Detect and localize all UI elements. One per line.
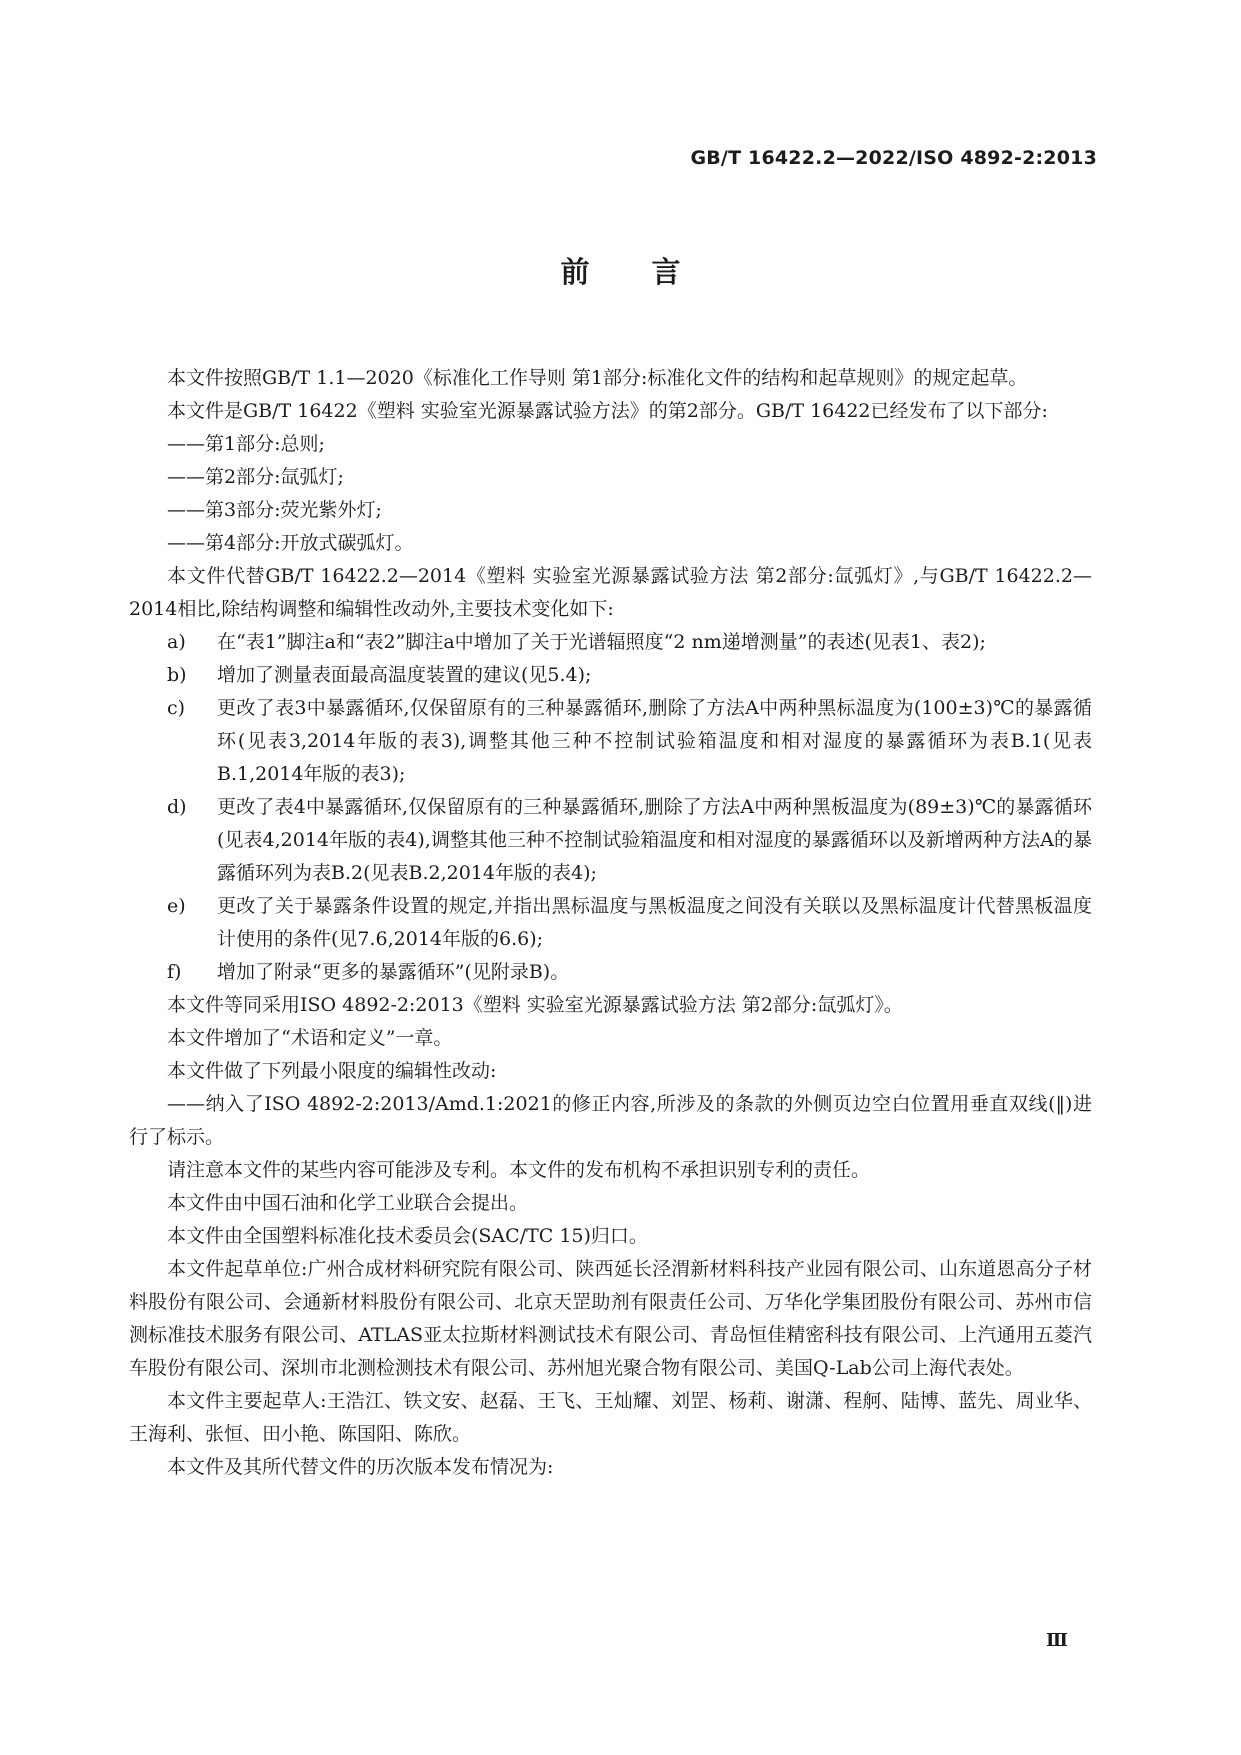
paragraph-committee: 本文件由全国塑料标准化技术委员会(SAC/TC 15)归口。 bbox=[167, 1225, 648, 1247]
change-item-text: 增加了附录“更多的暴露循环”(见附录B)。 bbox=[217, 961, 570, 983]
change-item-text: 更改了表4中暴露循环,仅保留原有的三种暴露循环,删除了方法A中两种黑板温度为(89±3)℃的暴露循环(见表4,2014年版的表4),调整其他三种不控制试验箱温度和相对湿度的暴露循环以及新增两种方法A的暴露循环列为表B.2(见表B.2,2014年版的表4); bbox=[217, 796, 1092, 884]
change-item-text: 在“表1”脚注a和“表2”脚注a中增加了关于光谱辐照度“2 nm递增测量”的表述(见表1、表2); bbox=[217, 631, 986, 653]
list-item-part-3: ——第3部分:荧光紫外灯; bbox=[167, 499, 382, 521]
change-item-f bbox=[129, 956, 1092, 989]
change-item-marker: a) bbox=[167, 631, 186, 653]
paragraph-version-history: 本文件及其所代替文件的历次版本发布情况为: bbox=[167, 1456, 554, 1478]
list-item-part-2: ——第2部分:氙弧灯; bbox=[167, 466, 344, 488]
change-item-marker: f) bbox=[167, 961, 182, 983]
paragraph-editorial-changes: 本文件做了下列最小限度的编辑性改动: bbox=[167, 1060, 497, 1082]
paragraph-drafting-units: 本文件起草单位:广州合成材料研究院有限公司、陕西延长泾渭新材料科技产业园有限公司、山东道恩高分子材料股份有限公司、会通新材料股份有限公司、北京天罡助剂有限责任公司、万华化学集团股份有限公司、苏州市信测标准技术服务有限公司、ATLAS亚太拉斯材料测试技术有限公司、青岛恒佳精密科技有限公司、上汽通用五菱汽车股份有限公司、深圳市北测检测技术有限公司、苏州旭光聚合物有限公司、美国Q-Lab公司上海代表处。 bbox=[129, 1258, 1092, 1379]
change-item-text: 更改了表3中暴露循环,仅保留原有的三种暴露循环,删除了方法A中两种黑标温度为(100±3)℃的暴露循环(见表3,2014年版的表3),调整其他三种不控制试验箱温度和相对湿度的暴露循环为表B.1(见表B.1,2014年版的表3); bbox=[217, 697, 1092, 785]
change-item-b bbox=[129, 659, 1092, 692]
list-item-part-1: ——第1部分:总则; bbox=[167, 433, 325, 455]
page-number: Ⅲ bbox=[1046, 1630, 1068, 1651]
document-body bbox=[129, 362, 1092, 1484]
paragraph-replacement: 本文件代替GB/T 16422.2—2014《塑料 实验室光源暴露试验方法 第2部分:氙弧灯》,与GB/T 16422.2—2014相比,除结构调整和编辑性改动外,主要技术变化如下: bbox=[129, 565, 1092, 620]
change-item-d bbox=[129, 791, 1092, 890]
list-item-part-4: ——第4部分:开放式碳弧灯。 bbox=[167, 532, 414, 554]
change-item-marker: c) bbox=[167, 697, 186, 719]
change-item-marker: d) bbox=[167, 796, 187, 818]
change-item-text: 更改了关于暴露条件设置的规定,并指出黑标温度与黑板温度之间没有关联以及黑标温度计代替黑板温度计使用的条件(见7.6,2014年版的6.6); bbox=[217, 895, 1092, 950]
standard-code: GB/T 16422.2—2022/ISO 4892-2:2013 bbox=[690, 147, 1097, 169]
paragraph-equivalent-adoption: 本文件等同采用ISO 4892-2:2013《塑料 实验室光源暴露试验方法 第2部分:氙弧灯》。 bbox=[167, 994, 903, 1016]
change-item-text: 增加了测量表面最高温度装置的建议(见5.4); bbox=[217, 664, 592, 686]
paragraph-proposer: 本文件由中国石油和化学工业联合会提出。 bbox=[167, 1192, 529, 1214]
change-item-a bbox=[129, 626, 1092, 659]
paragraph-series-parts: 本文件是GB/T 16422《塑料 实验室光源暴露试验方法》的第2部分。GB/T 16422已经发布了以下部分: bbox=[167, 400, 1048, 422]
change-item-marker: e) bbox=[167, 895, 186, 917]
change-item-e bbox=[129, 890, 1092, 956]
change-item-c bbox=[129, 692, 1092, 791]
page-title: 前言 bbox=[560, 255, 743, 289]
change-item-marker: b) bbox=[167, 664, 187, 686]
list-item-amendment: ——纳入了ISO 4892-2:2013/Amd.1:2021的修正内容,所涉及的条款的外侧页边空白位置用垂直双线(‖)进行了标示。 bbox=[129, 1093, 1092, 1148]
paragraph-terms-chapter: 本文件增加了“术语和定义”一章。 bbox=[167, 1027, 453, 1049]
paragraph-drafters: 本文件主要起草人:王浩江、铁文安、赵磊、王飞、王灿耀、刘罡、杨莉、谢潇、程舸、陆博、蓝先、周业华、王海利、张恒、田小艳、陈国阳、陈欣。 bbox=[129, 1390, 1092, 1445]
paragraph-patent-notice: 请注意本文件的某些内容可能涉及专利。本文件的发布机构不承担识别专利的责任。 bbox=[167, 1159, 871, 1181]
paragraph-drafting-rules: 本文件按照GB/T 1.1—2020《标准化工作导则 第1部分:标准化文件的结构和起草规则》的规定起草。 bbox=[167, 367, 1028, 389]
